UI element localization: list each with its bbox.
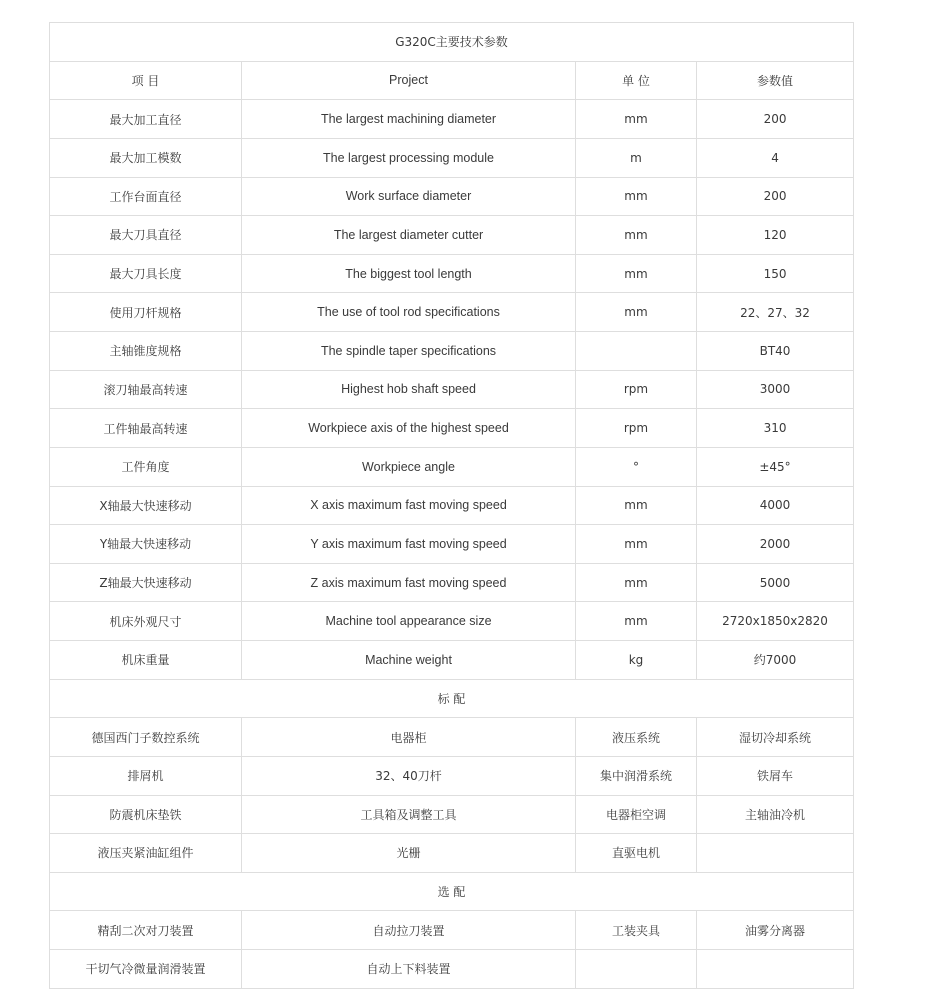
- optional-config-row: [50, 950, 854, 989]
- table-row: [50, 177, 854, 216]
- standard-config-item: 防震机床垫铁: [50, 795, 242, 834]
- section-heading-row: [50, 679, 854, 718]
- standard-config-heading: 标 配: [50, 679, 854, 718]
- param-unit: rpm: [576, 370, 697, 409]
- param-unit: °: [576, 447, 697, 486]
- optional-config-item: 自动上下料装置: [242, 950, 576, 989]
- section-heading-row: [50, 872, 854, 911]
- param-name-en: The largest diameter cutter: [242, 216, 576, 255]
- param-unit: rpm: [576, 409, 697, 448]
- header-row: [50, 61, 854, 100]
- param-name-cn: Z轴最大快速移动: [50, 563, 242, 602]
- param-unit: mm: [576, 216, 697, 255]
- param-name-en: Z axis maximum fast moving speed: [242, 563, 576, 602]
- param-unit: m: [576, 138, 697, 177]
- param-name-en: Y axis maximum fast moving speed: [242, 525, 576, 564]
- standard-config-item: 湿切冷却系统: [697, 718, 854, 757]
- header-item: 项 目: [50, 61, 242, 100]
- param-name-cn: 滚刀轴最高转速: [50, 370, 242, 409]
- param-value: 2000: [697, 525, 854, 564]
- param-unit: mm: [576, 525, 697, 564]
- param-name-cn: 工件角度: [50, 447, 242, 486]
- param-unit: mm: [576, 177, 697, 216]
- param-unit: [576, 332, 697, 371]
- param-value: 200: [697, 100, 854, 139]
- param-name-en: The biggest tool length: [242, 254, 576, 293]
- param-name-en: Workpiece axis of the highest speed: [242, 409, 576, 448]
- param-name-en: Machine weight: [242, 641, 576, 680]
- param-name-cn: 机床外观尺寸: [50, 602, 242, 641]
- header-unit: 单 位: [576, 61, 697, 100]
- table-row: [50, 293, 854, 332]
- standard-config-item: 电器柜空调: [576, 795, 697, 834]
- param-name-en: Highest hob shaft speed: [242, 370, 576, 409]
- optional-config-item: 油雾分离器: [697, 911, 854, 950]
- standard-config-item: 工具箱及调整工具: [242, 795, 576, 834]
- param-value: 4000: [697, 486, 854, 525]
- table-row: [50, 641, 854, 680]
- standard-config-item: 直驱电机: [576, 834, 697, 873]
- param-unit: mm: [576, 486, 697, 525]
- param-value: ±45°: [697, 447, 854, 486]
- optional-config-item: [576, 950, 697, 989]
- table-row: [50, 254, 854, 293]
- param-value: 200: [697, 177, 854, 216]
- standard-config-item: [697, 834, 854, 873]
- table-row: [50, 100, 854, 139]
- table-row: [50, 332, 854, 371]
- optional-config-item: 干切气冷微量润滑装置: [50, 950, 242, 989]
- standard-config-item: 集中润滑系统: [576, 756, 697, 795]
- param-name-cn: 最大加工模数: [50, 138, 242, 177]
- standard-config-item: 32、40刀杆: [242, 756, 576, 795]
- param-name-en: Work surface diameter: [242, 177, 576, 216]
- standard-config-row: [50, 756, 854, 795]
- table-row: [50, 370, 854, 409]
- optional-config-row: [50, 911, 854, 950]
- param-name-cn: 使用刀杆规格: [50, 293, 242, 332]
- param-name-cn: 工件轴最高转速: [50, 409, 242, 448]
- table-row: [50, 486, 854, 525]
- param-value: 5000: [697, 563, 854, 602]
- table-row: [50, 563, 854, 602]
- table-row: [50, 602, 854, 641]
- param-value: 150: [697, 254, 854, 293]
- table-title: G320C主要技术参数: [50, 23, 854, 62]
- param-name-cn: 工作台面直径: [50, 177, 242, 216]
- optional-config-item: 精刮二次对刀装置: [50, 911, 242, 950]
- standard-config-item: 光栅: [242, 834, 576, 873]
- header-value: 参数值: [697, 61, 854, 100]
- param-value: 22、27、32: [697, 293, 854, 332]
- param-name-en: The use of tool rod specifications: [242, 293, 576, 332]
- optional-config-heading: 选 配: [50, 872, 854, 911]
- header-project: Project: [242, 61, 576, 100]
- param-name-en: The largest processing module: [242, 138, 576, 177]
- standard-config-row: [50, 795, 854, 834]
- param-name-en: Workpiece angle: [242, 447, 576, 486]
- optional-config-item: [697, 950, 854, 989]
- standard-config-item: 德国西门子数控系统: [50, 718, 242, 757]
- param-name-cn: 最大刀具直径: [50, 216, 242, 255]
- param-name-en: The spindle taper specifications: [242, 332, 576, 371]
- standard-config-item: 电器柜: [242, 718, 576, 757]
- param-unit: kg: [576, 641, 697, 680]
- param-name-cn: X轴最大快速移动: [50, 486, 242, 525]
- standard-config-item: 排屑机: [50, 756, 242, 795]
- param-value: 4: [697, 138, 854, 177]
- param-unit: mm: [576, 563, 697, 602]
- param-value: 约7000: [697, 641, 854, 680]
- optional-config-item: 自动拉刀装置: [242, 911, 576, 950]
- standard-config-item: 主轴油冷机: [697, 795, 854, 834]
- standard-config-item: 液压夹紧油缸组件: [50, 834, 242, 873]
- table-row: [50, 525, 854, 564]
- param-name-en: The largest machining diameter: [242, 100, 576, 139]
- title-row: [50, 23, 854, 62]
- table-row: [50, 409, 854, 448]
- param-name-en: Machine tool appearance size: [242, 602, 576, 641]
- param-value: BT40: [697, 332, 854, 371]
- param-name-cn: 最大加工直径: [50, 100, 242, 139]
- param-name-en: X axis maximum fast moving speed: [242, 486, 576, 525]
- param-name-cn: 主轴锥度规格: [50, 332, 242, 371]
- param-unit: mm: [576, 100, 697, 139]
- standard-config-item: 液压系统: [576, 718, 697, 757]
- param-name-cn: Y轴最大快速移动: [50, 525, 242, 564]
- table-row: [50, 138, 854, 177]
- table-row: [50, 216, 854, 255]
- param-unit: mm: [576, 602, 697, 641]
- standard-config-item: 铁屑车: [697, 756, 854, 795]
- standard-config-row: [50, 834, 854, 873]
- param-unit: mm: [576, 293, 697, 332]
- optional-config-item: 工装夹具: [576, 911, 697, 950]
- param-name-cn: 最大刀具长度: [50, 254, 242, 293]
- param-name-cn: 机床重量: [50, 641, 242, 680]
- spec-table: [49, 22, 854, 989]
- table-row: [50, 447, 854, 486]
- param-value: 120: [697, 216, 854, 255]
- param-value: 3000: [697, 370, 854, 409]
- param-unit: mm: [576, 254, 697, 293]
- standard-config-row: [50, 718, 854, 757]
- param-value: 310: [697, 409, 854, 448]
- param-value: 2720x1850x2820: [697, 602, 854, 641]
